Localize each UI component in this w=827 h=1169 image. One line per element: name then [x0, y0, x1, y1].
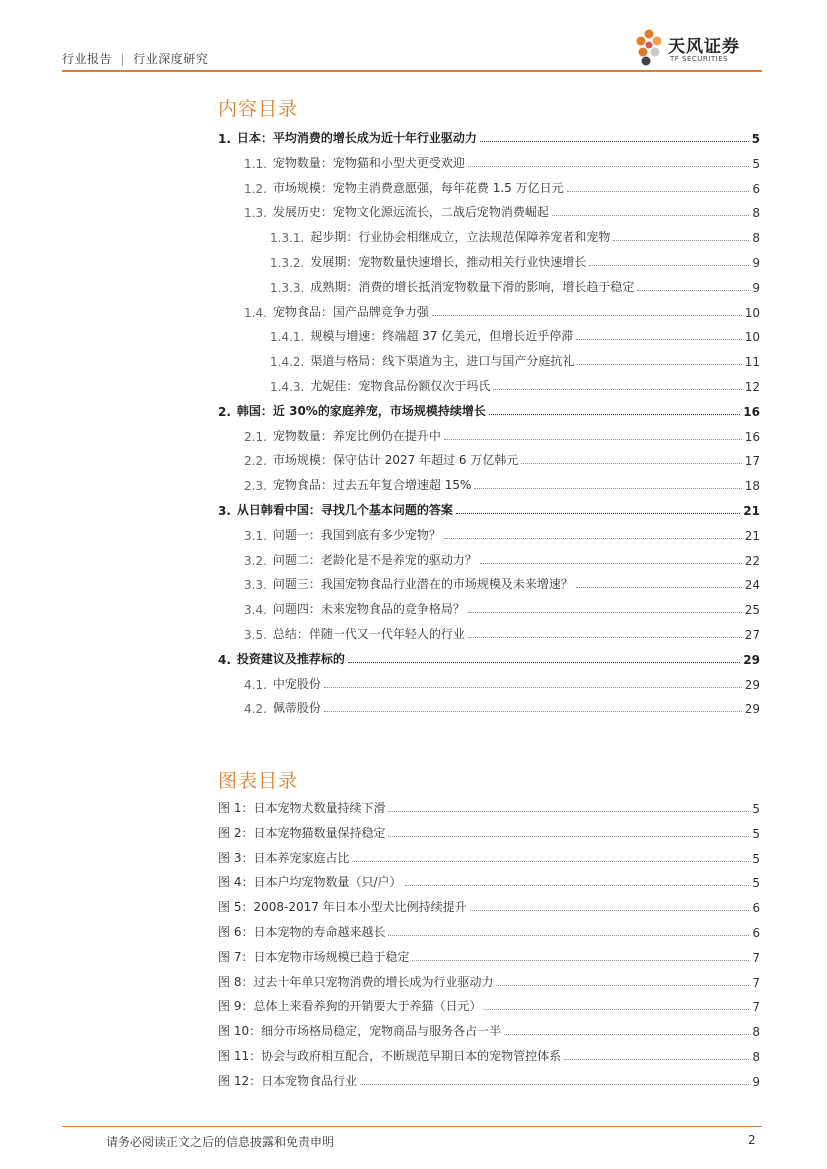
toc-leader-dots	[567, 191, 750, 192]
logo-text-cn: 天风证券	[668, 37, 740, 57]
page-number: 2	[748, 1133, 756, 1147]
toc-entry[interactable]	[244, 202, 760, 220]
toc-leader-dots	[521, 463, 741, 464]
toc-entry-page: 17	[744, 454, 760, 469]
toc-entry-number: 3.1.	[244, 528, 267, 543]
header-divider	[62, 70, 762, 72]
company-logo	[640, 28, 770, 68]
toc-entry-label: 问题二：老龄化是不是养宠的驱动力？	[272, 552, 477, 567]
figure-entry-label: 图 3：日本养宠家庭占比	[218, 850, 350, 865]
figure-entry-label: 图 7：日本宠物市场规模已趋于稳定	[218, 949, 410, 964]
toc-entry[interactable]	[270, 326, 760, 344]
toc-entry[interactable]	[244, 674, 760, 692]
toc-leader-dots	[468, 166, 749, 167]
toc-entry-page: 25	[744, 603, 760, 618]
toc-entry-page: 16	[743, 404, 760, 419]
report-category	[62, 50, 208, 67]
toc-leader-dots	[324, 687, 742, 688]
toc-entry-page: 11	[744, 355, 760, 370]
toc-entry[interactable]	[244, 599, 760, 617]
figure-leader-dots	[470, 910, 750, 911]
toc-entry-label: 渠道与格局：线下渠道为主，进口与国产分庭抗礼	[310, 354, 575, 369]
toc-entry-page: 5	[751, 132, 760, 146]
figure-entry[interactable]	[218, 1046, 760, 1064]
toc-entry-label: 尤妮佳：宠物食品份额仅次于玛氏	[310, 379, 491, 393]
toc-entry-number: 3.4.	[244, 603, 267, 618]
figures-title: 图表目录	[218, 770, 299, 792]
toc-entry-page: 10	[744, 330, 760, 345]
toc-leader-dots	[489, 414, 740, 415]
toc-entry[interactable]	[244, 624, 760, 642]
figure-entry[interactable]	[218, 872, 760, 890]
toc-entry-label: 佩蒂股份	[272, 701, 321, 716]
figure-entry[interactable]	[218, 823, 760, 841]
toc-leader-dots	[576, 587, 742, 588]
toc-entry-page: 16	[744, 429, 760, 444]
figure-leader-dots	[564, 1059, 749, 1060]
toc-entry-page: 18	[744, 479, 760, 494]
toc-entry-label: 规模与增速：终端超 37 亿美元，但增长近乎停滞	[310, 329, 574, 344]
figure-entry-page: 5	[752, 826, 760, 841]
toc-leader-dots	[577, 364, 741, 365]
toc-entry-number: 3.3.	[244, 578, 267, 593]
toc-leader-dots	[468, 612, 742, 613]
figure-leader-dots	[388, 935, 749, 936]
toc-entry[interactable]	[270, 227, 760, 245]
toc-entry-number: 3.	[218, 504, 231, 518]
toc-entry-page: 9	[752, 280, 760, 295]
toc-entry-label: 从日韩看中国：寻找几个基本问题的答案	[236, 503, 453, 517]
figure-leader-dots	[388, 836, 749, 837]
toc-leader-dots	[480, 141, 749, 142]
figure-leader-dots	[484, 1009, 749, 1010]
toc-entry[interactable]	[270, 376, 760, 394]
toc-entry-page: 24	[744, 578, 760, 593]
toc-leader-dots	[474, 488, 741, 489]
toc-entry-label: 总结：伴随一代又一代年轻人的行业	[272, 627, 465, 641]
toc-entry-page: 29	[743, 652, 760, 667]
toc-entry-number: 1.4.	[244, 305, 267, 320]
toc-entry-label: 问题四：未来宠物食品的竞争格局？	[272, 602, 465, 617]
toc-entry-page: 21	[744, 528, 760, 543]
toc-leader-dots	[324, 711, 742, 712]
toc-entry-number: 3.5.	[244, 628, 267, 642]
toc-entry-label: 宠物数量：宠物猫和小型犬更受欢迎	[272, 155, 465, 170]
toc-entry[interactable]	[244, 698, 760, 716]
toc-leader-dots	[613, 240, 749, 241]
toc-entry[interactable]	[270, 351, 760, 369]
figure-entry-label: 图 10：细分市场格局稳定，宠物商品与服务各占一半	[218, 1024, 502, 1039]
figure-entry[interactable]	[218, 947, 760, 965]
toc-entry[interactable]	[244, 475, 760, 493]
figure-entry-page: 7	[752, 1000, 760, 1015]
footer-divider	[62, 1126, 762, 1127]
toc-leader-dots	[456, 513, 740, 514]
toc-entry-number: 1.3.2.	[270, 256, 305, 270]
figure-leader-dots	[388, 811, 749, 812]
toc-entry-page: 10	[744, 305, 760, 320]
toc-leader-dots	[576, 339, 741, 340]
figure-entry-label: 图 2：日本宠物猫数量保持稳定	[218, 825, 386, 840]
figure-entry-label: 图 1：日本宠物犬数量持续下滑	[218, 801, 386, 815]
toc-entry-label: 起步期：行业协会相继成立，立法规范保障养宠者和宠物	[310, 230, 611, 245]
toc-entry-number: 1.	[218, 132, 231, 146]
toc-entry-page: 6	[752, 181, 760, 196]
toc-leader-dots	[589, 265, 749, 266]
toc-leader-dots	[480, 563, 742, 564]
figure-entry-label: 图 9：总体上来看养狗的开销要大于养猫（日元）	[218, 999, 482, 1014]
toc-entry-page: 5	[752, 156, 760, 171]
footer-disclaimer: 请务必阅读正文之后的信息披露和免责申明	[106, 1135, 335, 1149]
toc-leader-dots	[493, 389, 741, 390]
toc-entry-page: 27	[744, 628, 760, 642]
toc-entry[interactable]	[244, 302, 760, 320]
figure-entry-page: 5	[752, 802, 760, 816]
figure-entry[interactable]	[218, 1071, 760, 1089]
toc-entry-number: 1.4.1.	[270, 330, 305, 345]
figure-leader-dots	[352, 861, 749, 862]
figure-entry[interactable]	[218, 1021, 760, 1039]
figure-entry-label: 图 8：过去十年单只宠物消费的增长成为行业驱动力	[218, 974, 494, 989]
figure-entry-page: 8	[752, 1050, 760, 1064]
figure-entry-label: 图 6：日本宠物的寿命越来越长	[218, 925, 386, 939]
figure-entry-page: 5	[752, 876, 760, 891]
figure-entry[interactable]	[218, 996, 760, 1014]
figure-leader-dots	[412, 960, 749, 961]
toc-entry-number: 1.4.2.	[270, 355, 305, 370]
figure-entry-label: 图 12：日本宠物食品行业	[218, 1073, 358, 1088]
category-label: 行业报告	[62, 52, 113, 66]
toc-entry-label: 宠物数量：养宠比例仍在提升中	[272, 428, 441, 443]
toc-leader-dots	[468, 637, 742, 638]
toc-leader-dots	[444, 439, 742, 440]
figure-entry[interactable]	[218, 798, 760, 816]
figure-entry[interactable]	[218, 848, 760, 866]
figure-leader-dots	[360, 1084, 749, 1085]
toc-entry-number: 1.3.3.	[270, 280, 305, 295]
figure-entry-label: 图 4：日本户均宠物数量（只/户）	[218, 875, 402, 890]
toc-entry-number: 1.4.3.	[270, 380, 305, 394]
toc-entry-label: 投资建议及推荐标的	[236, 651, 345, 666]
toc-leader-dots	[432, 315, 742, 316]
toc-entry-label: 发展历史：宠物文化源远流长，二战后宠物消费崛起	[272, 205, 549, 220]
toc-entry-page: 29	[744, 677, 760, 692]
toc-entry-page: 12	[744, 380, 760, 394]
toc-entry[interactable]	[244, 450, 760, 468]
toc-entry-label: 宠物食品：过去五年复合增速超 15%	[272, 478, 472, 493]
figure-entry-page: 6	[752, 901, 760, 916]
toc-entry-label: 宠物食品：国产品牌竞争力强	[272, 304, 429, 319]
toc-entry-page: 29	[744, 702, 760, 717]
figure-entry-page: 8	[752, 1025, 760, 1040]
toc-entry-number: 2.2.	[244, 454, 267, 469]
figure-leader-dots	[405, 885, 750, 886]
toc-entry[interactable]	[244, 426, 760, 444]
toc-entry-number: 1.3.	[244, 206, 267, 221]
toc-entry-number: 2.	[218, 404, 231, 419]
toc-leader-dots	[348, 662, 740, 663]
toc-entry-page: 21	[743, 504, 760, 518]
toc-leader-dots	[552, 215, 749, 216]
category-separator: |	[120, 52, 125, 66]
toc-entry-number: 3.2.	[244, 553, 267, 568]
toc-entry-number: 4.2.	[244, 702, 267, 717]
toc-entry[interactable]	[218, 500, 760, 518]
figure-entry-page: 9	[752, 1074, 760, 1089]
toc-entry[interactable]	[244, 153, 760, 171]
figure-leader-dots	[496, 985, 749, 986]
toc-entry-label: 市场规模：保守估计 2027 年超过 6 万亿韩元	[272, 453, 519, 468]
toc-entry-label: 日本：平均消费的增长成为近十年行业驱动力	[236, 131, 477, 145]
figure-entry-label: 图 5：2008-2017 年日本小型犬比例持续提升	[218, 900, 467, 915]
toc-entry[interactable]	[218, 128, 760, 146]
toc-entry[interactable]	[218, 649, 760, 667]
toc-leader-dots	[444, 538, 742, 539]
toc-entry-page: 8	[752, 231, 760, 246]
figure-entry-page: 6	[752, 926, 760, 940]
toc-entry-number: 1.3.1.	[270, 231, 305, 246]
figure-entry-page: 7	[752, 950, 760, 965]
figure-entry[interactable]	[218, 972, 760, 990]
toc-entry-label: 问题一：我国到底有多少宠物？	[272, 527, 441, 542]
toc-entry-number: 2.3.	[244, 479, 267, 494]
toc-entry-label: 成熟期：消费的增长抵消宠物数量下滑的影响，增长趋于稳定	[310, 279, 635, 294]
toc-entry[interactable]	[270, 252, 760, 270]
logo-text-en: TF SECURITIES	[670, 55, 729, 63]
flower-logo-icon	[634, 28, 664, 68]
toc-entry-label: 中宠股份	[272, 676, 321, 691]
toc-entry[interactable]	[270, 277, 760, 295]
toc-entry-label: 问题三：我国宠物食品行业潜在的市场规模及未来增速？	[272, 577, 573, 592]
toc-entry[interactable]	[218, 401, 760, 419]
figure-entry-page: 5	[752, 851, 760, 866]
toc-entry-number: 4.1.	[244, 677, 267, 692]
toc-entry-number: 1.2.	[244, 181, 267, 196]
toc-entry[interactable]	[244, 525, 760, 543]
toc-leader-dots	[637, 290, 749, 291]
toc-entry-number: 2.1.	[244, 429, 267, 444]
toc-entry-label: 韩国：近 30%的家庭养宠，市场规模持续增长	[236, 403, 486, 418]
figure-entry-label: 图 11：协会与政府相互配合，不断规范早期日本的宠物管控体系	[218, 1049, 562, 1063]
toc-entry[interactable]	[244, 550, 760, 568]
figure-entry[interactable]	[218, 922, 760, 940]
toc-entry-number: 4.	[218, 652, 231, 667]
figure-entry-page: 7	[752, 975, 760, 990]
toc-entry[interactable]	[244, 178, 760, 196]
toc-entry-label: 发展期：宠物数量快速增长，推动相关行业快速增长	[310, 255, 587, 269]
toc-entry-page: 9	[752, 256, 760, 270]
figure-entry[interactable]	[218, 897, 760, 915]
toc-entry-label: 市场规模：宠物主消费意愿强，每年花费 1.5 万亿日元	[272, 180, 564, 195]
toc-entry-number: 1.1.	[244, 156, 267, 171]
toc-title: 内容目录	[218, 98, 299, 120]
toc-entry-page: 22	[744, 553, 760, 568]
figure-leader-dots	[504, 1034, 749, 1035]
toc-entry[interactable]	[244, 574, 760, 592]
subcategory-label: 行业深度研究	[133, 52, 209, 66]
toc-entry-page: 8	[752, 206, 760, 221]
